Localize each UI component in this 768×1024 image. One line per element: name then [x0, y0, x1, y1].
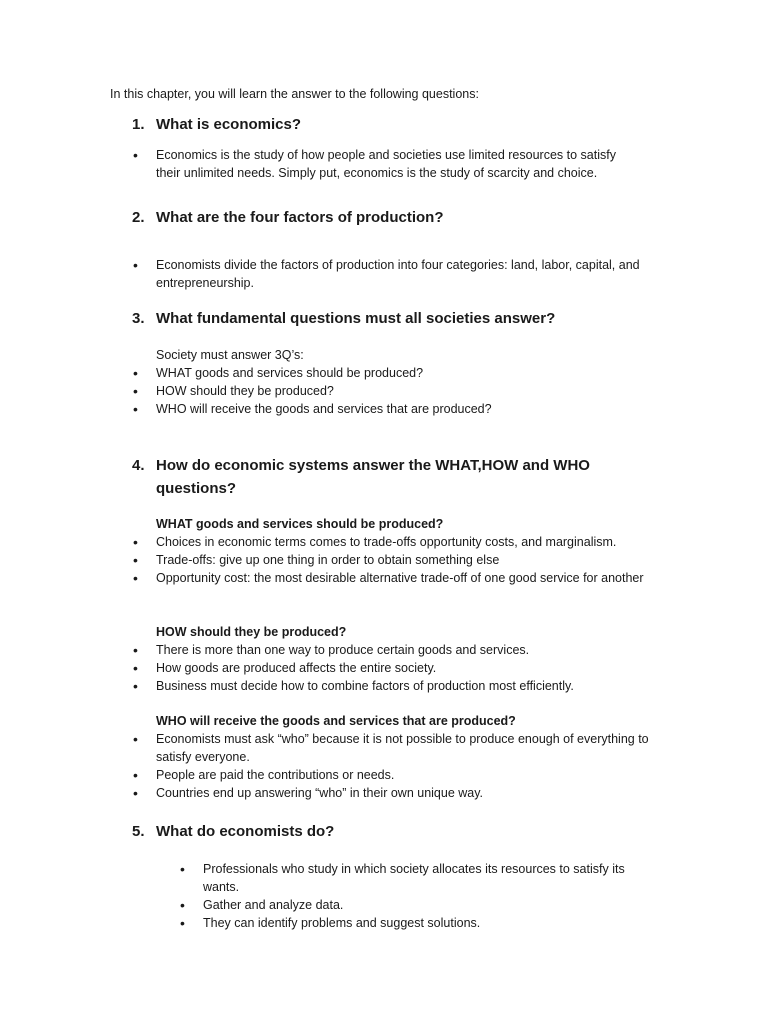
list-item: • Professionals who study in which society allocates its resources to satisfy its wants. [180, 860, 650, 896]
question-number: 3. [132, 310, 145, 327]
question-number: 2. [132, 209, 145, 226]
question-2-heading [132, 206, 636, 229]
list-item: • WHO will receive the goods and services that are produced? [133, 400, 653, 418]
question-2-answer [133, 256, 643, 292]
list-item: • Economists divide the factors of production into four categories: land, labor, capital, and entrepreneurship. [133, 256, 643, 292]
question-4-how-section [133, 623, 663, 695]
list-item: • Countries end up answering “who” in their own unique way. [133, 784, 663, 802]
question-3-heading [132, 307, 636, 330]
question-number: 4. [132, 457, 145, 474]
list-item: • Choices in economic terms comes to trade-offs opportunity costs, and marginalism. [133, 533, 663, 551]
question-title: What are the four factors of production? [156, 209, 444, 226]
question-number: 5. [132, 823, 145, 840]
question-5-answer [180, 860, 650, 932]
question-title: What fundamental questions must all societies answer? [156, 310, 556, 327]
list-item: • Business must decide how to combine factors of production most efficiently. [133, 677, 663, 695]
subheading: HOW should they be produced? [156, 625, 347, 639]
question-number: 1. [132, 116, 145, 133]
question-1-heading [132, 113, 636, 136]
question-4-what-section [133, 515, 663, 587]
question-title: What is economics? [156, 116, 302, 133]
list-item: • WHAT goods and services should be produced? [133, 364, 653, 382]
subheading: WHAT goods and services should be produced? [156, 517, 444, 531]
list-item: • They can identify problems and suggest solutions. [180, 914, 650, 932]
question-4-who-section [133, 712, 663, 802]
list-item: • People are paid the contributions or needs. [133, 766, 663, 784]
lead-text: Society must answer 3Q’s: [156, 348, 304, 362]
list-item: • How goods are produced affects the entire society. [133, 659, 663, 677]
list-item: • Economists must ask “who” because it is not possible to produce enough of everything to satisfy everyone. [133, 730, 663, 766]
list-item: • Trade-offs: give up one thing in order to obtain something else [133, 551, 663, 569]
question-title: How do economic systems answer the WHAT,HOW and WHO questions? [156, 457, 590, 497]
list-item: • Gather and analyze data. [180, 896, 650, 914]
list-item: • Opportunity cost: the most desirable alternative trade-off of one good service for another [133, 569, 663, 587]
question-1-answer [133, 146, 633, 182]
list-item: • HOW should they be produced? [133, 382, 653, 400]
question-5-heading [132, 820, 636, 843]
question-4-heading [132, 454, 636, 500]
list-item: • There is more than one way to produce certain goods and services. [133, 641, 663, 659]
question-3-answer [133, 346, 653, 418]
intro-text: In this chapter, you will learn the answer to the following questions: [110, 87, 479, 101]
question-title: What do economists do? [156, 823, 335, 840]
list-item: • Economics is the study of how people and societies use limited resources to satisfy their unlimited needs. Simply put, economics is the study of scarcity and choice. [133, 146, 633, 182]
subheading: WHO will receive the goods and services that are produced? [156, 714, 516, 728]
